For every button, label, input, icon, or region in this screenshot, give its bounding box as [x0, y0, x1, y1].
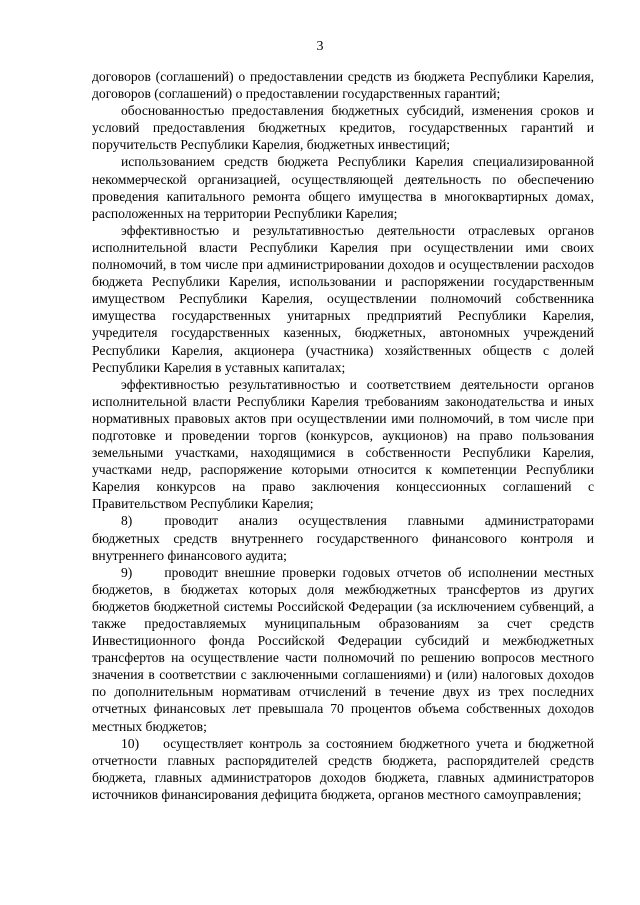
paragraph-subsidies: обоснованностью предоставления бюджетных субсидий, изменения сроков и условий предоставления бюджетных кредитов, государственных гарантий и поручительств Республики Карелия, бюджетных инвестиций;: [92, 103, 594, 153]
document-body: [92, 68, 594, 803]
list-item-10: [92, 735, 594, 803]
list-item-number: 8): [121, 513, 133, 529]
list-item-text: осуществляет контроль за состоянием бюджетного учета и бюджетной отчетности главных распорядителей средств бюджета, распорядителей средств бюджета, главных администраторов доходов бюджета, главных администраторов источников финансирования дефицита бюджета, органов местного самоуправления;: [92, 735, 594, 802]
paragraph-capital-repair: использованием средств бюджета Республики Карелия специализированной некоммерческой организацией, осуществляющей деятельность по обеспечению проведения капитального ремонта общего имущества в многоквартирных домах, расположенных на территории Республики Карелия;: [92, 154, 594, 221]
page-number: 3: [316, 39, 324, 54]
paragraph-compliance: эффективностью результативностью и соответствием деятельности органов исполнительной власти Республики Карелия требованиям законодательства и иных нормативных правовых актов при осуществлении ими полномочий, в том числе при подготовке и проведении торгов (конкурсов, аукционов) на право пользования земельными участками, находящимися в собственности Республики Карелия, участками недр, распоряжение которыми относится к компетенции Республики Карелия конкурсов на право заключения концессионных соглашений с Правительством Республики Карелия;: [92, 376, 594, 512]
list-item-text: проводит внешние проверки годовых отчетов об исполнении местных бюджетов, в бюджетах которых доля межбюджетных трансфертов из других бюджетов бюджетной системы Российской Федерации (за исключением субвенций, а также предоставляемых муниципальным образованиям за счет средств Инвестиционного фонда Российской Федерации субсидий и межбюджетных трансфертов на осуществление части полномочий по решению вопросов местного значения в соответствии с заключенными соглашениями) и (или) налоговых доходов по дополнительным нормативам отчислений в течение двух из трех последних отчетных финансовых лет превышала 70 процентов объема собственных доходов местных бюджетов;: [92, 564, 594, 734]
list-item-9: [92, 564, 594, 735]
list-item-number: 10): [121, 735, 140, 751]
list-item-8: [92, 512, 594, 563]
list-item-text: проводит анализ осуществления главными администраторами бюджетных средств внутреннего государственного финансового контроля и внутреннего финансового аудита;: [92, 513, 594, 563]
paragraph-effectiveness: эффективностью и результативностью деятельности отраслевых органов исполнительной власти Республики Карелия при осуществлении ими своих полномочий, в том числе при администрировании доходов и осуществлении расходов бюджета Республики Карелия, использовании и распоряжении государственным имуществом Республики Карелия, осуществлении полномочий собственника имущества государственных унитарных предприятий Республики Карелия, учредителя государственных казенных, бюджетных, автономных учреждений Республики Карелия, акционера (участника) хозяйственных обществ с долей Республики Карелия в уставных капиталах;: [92, 222, 594, 375]
paragraph-continuation: договоров (соглашений) о предоставлении средств из бюджета Республики Карелия, договоров (соглашений) о предоставлении государственных гарантий;: [92, 69, 594, 102]
list-item-number: 9): [121, 564, 133, 580]
